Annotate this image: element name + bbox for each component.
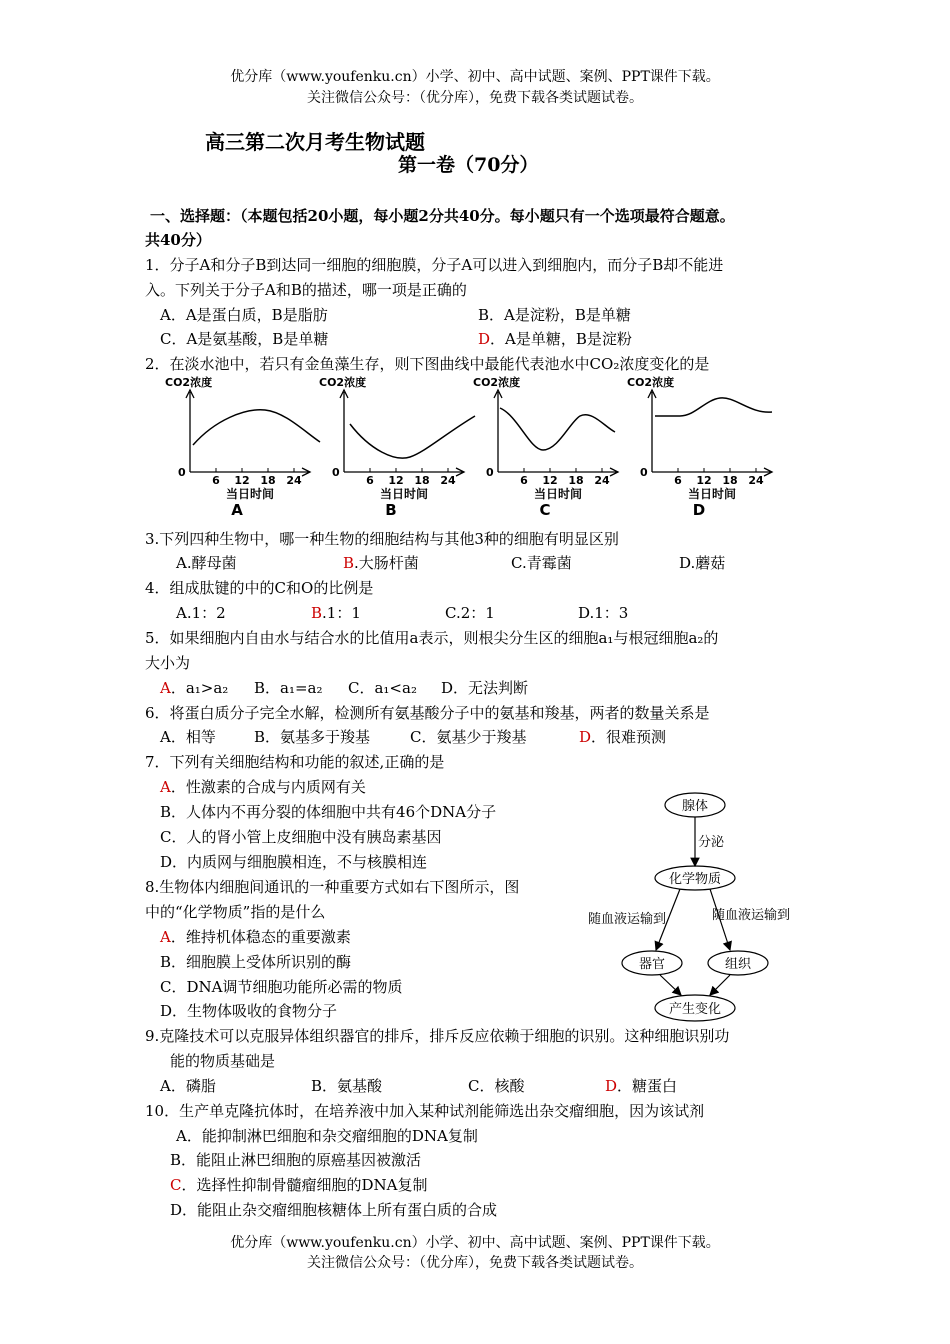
graph-origin: 0 [640,466,648,479]
graph-tick-label: 24 [286,474,302,487]
q8-answer-letter: A [160,928,171,946]
q7-option-c: C．人的肾小管上皮细胞中没有胰岛素基因 [160,828,442,846]
graph-tick-label: 24 [748,474,764,487]
graph-ylabel: CO2浓度 [473,376,521,389]
q6-stem: 6．将蛋白质分子完全水解，检测所有氨基酸分子中的氨基和羧基，两者的数量关系是 [145,704,710,722]
graph-letter: C [539,501,551,519]
q5-option-b: B．a₁=a₂ [254,679,323,697]
q6-option-d [579,726,666,747]
graph-tick-label: 24 [440,474,456,487]
graph-tick-label: 18 [568,474,584,487]
q10-stem: 10．生产单克隆抗体时，在培养液中加入某种试剂能筛选出杂交瘤细胞，因为该试剂 [145,1102,705,1120]
q8-option-b: B．细胞膜上受体所识别的酶 [160,953,352,971]
graph-curve [350,416,475,458]
q1-answer-letter: D [478,330,491,348]
q6-option-d-text: ．很难预测 [591,728,667,746]
q5-option-a-text: ．a₁>a₂ [170,679,229,697]
graph-tick-label: 18 [414,474,430,487]
q4-answer-letter: B [311,604,323,622]
graph-tick-label: 18 [260,474,276,487]
graph-xlabel: 当日时间 [533,487,583,501]
organ-change-arrow [660,975,681,995]
q5-stem-2: 大小为 [145,654,191,672]
q9-stem-2: 能的物质基础是 [170,1052,276,1070]
q3-stem: 3.下列四种生物中，哪一种生物的细胞结构与其他3种的细胞有明显区别 [145,530,619,548]
graph-origin: 0 [332,466,340,479]
q7-option-b: B．人体内不再分裂的体细胞中共有46个DNA分子 [160,803,497,821]
co2-graph-b [319,375,475,519]
graph-tick-label: 6 [520,474,528,487]
graph-letter: B [385,501,397,519]
q10-option-c-text: ．选择性抑制骨髓瘤细胞的DNA复制 [181,1176,428,1194]
graph-curve [193,410,320,445]
graph-xlabel: 当日时间 [687,487,737,501]
page-title: 高三第二次月考生物试题 [205,130,425,154]
header-line-1: 优分库（www.youfenku.cn）小学、初中、高中试题、案例、PPT课件下载。 [230,69,720,85]
q5-option-d: D．无法判断 [441,679,529,697]
co2-graph-d [627,375,772,519]
co2-graph-c [473,375,618,519]
q10-option-a: A．能抑制淋巴细胞和杂交瘤细胞的DNA复制 [176,1127,478,1145]
co2-graph-a [165,375,320,519]
q9-option-b: B．氨基酸 [311,1077,383,1095]
q9-option-d-text: ．糖蛋白 [617,1077,678,1095]
q9-answer-letter: D [605,1077,618,1095]
graph-ylabel: CO2浓度 [165,376,213,389]
graph-letter: A [231,501,243,519]
q4-option-b-text: .1：1 [322,604,361,622]
header-line-2: 关注微信公众号：（优分库），免费下载各类试题试卷。 [307,90,643,106]
graph-tick-label: 12 [696,474,712,487]
graph-ylabel: CO2浓度 [319,376,367,389]
graph-curve [655,398,772,416]
q8-option-d: D．生物体吸收的食物分子 [160,1002,338,1020]
q1-stem-2: 入。下列关于分子A和B的描述，哪一项是正确的 [145,281,467,299]
q1-option-d-text: ．A是单糖，B是淀粉 [490,330,632,348]
section-1-line-2: 共40分） [145,231,211,249]
q9-option-c: C．核酸 [468,1077,525,1095]
graph-tick-label: 6 [674,474,682,487]
graph-tick-label: 12 [542,474,558,487]
q5-option-a [160,677,228,698]
q5-stem-1: 5．如果细胞内自由水与结合水的比值用a表示，则根尖分生区的细胞a₁与根冠细胞a₂的 [145,629,719,647]
q4-option-b [311,602,361,623]
graph-origin: 0 [178,466,186,479]
q3-option-c: C.青霉菌 [511,554,572,572]
graph-letter: D [692,501,706,519]
transport-right-label: 随血液运输到 [712,908,791,923]
q4-option-a: A.1：2 [176,604,226,622]
q10-option-c [170,1174,427,1195]
graph-xlabel: 当日时间 [225,487,275,501]
page-subtitle: 第一卷（70分） [398,154,539,176]
graph-ylabel: CO2浓度 [627,376,675,389]
q6-answer-letter: D [579,728,592,746]
tissue-label: 组织 [724,957,752,972]
secrete-label: 分泌 [698,835,725,850]
organ-label: 器官 [638,957,666,972]
q9-stem-1: 9.克隆技术可以克服异体组织器官的排斥，排斥反应依赖于细胞的识别。这种细胞识别功 [145,1027,730,1045]
q7-option-a [160,776,366,797]
q3-option-a: A.酵母菌 [176,554,237,572]
q10-option-d: D．能阻止杂交瘤细胞核糖体上所有蛋白质的合成 [170,1201,498,1219]
q3-option-b-text: .大肠杆菌 [354,554,419,572]
cell-signal-diagram [580,788,820,1028]
graph-tick-label: 12 [388,474,404,487]
graph-tick-label: 12 [234,474,250,487]
q8-stem-2: 中的“化学物质”指的是什么 [145,903,326,921]
q4-option-d: D.1：3 [578,604,629,622]
chemical-label: 化学物质 [668,872,722,887]
graph-tick-label: 18 [722,474,738,487]
q9-option-a: A．磷脂 [160,1077,216,1095]
q6-option-a: A．相等 [160,728,216,746]
q6-option-b: B．氨基多于羧基 [254,728,371,746]
tissue-change-arrow [710,975,730,995]
q4-stem: 4．组成肽键的中的C和O的比例是 [145,579,374,597]
q3-option-b [343,552,419,573]
q4-option-c: C.2：1 [445,604,495,622]
footer-line-2: 关注微信公众号：（优分库），免费下载各类试题试卷。 [307,1255,643,1271]
q3-option-d: D.蘑菇 [679,554,726,572]
q8-option-a-text: ．维持机体稳态的重要激素 [170,928,351,946]
q8-option-a [160,926,351,947]
q1-stem-1: 1．分子A和分子B到达同一细胞的细胞膜，分子A可以进入到细胞内，而分子B却不能进 [145,256,724,274]
q1-option-b: B．A是淀粉，B是单糖 [478,306,631,324]
graph-curve [500,408,615,450]
q8-option-c: C．DNA调节细胞功能所必需的物质 [160,978,403,996]
q10-option-b: B．能阻止淋巴细胞的原癌基因被激活 [170,1151,422,1169]
q7-option-a-text: ．性激素的合成与内质网有关 [170,778,366,796]
co2-graphs [160,372,800,522]
q10-answer-letter: C [170,1176,182,1194]
graph-tick-label: 6 [212,474,220,487]
graph-tick-label: 6 [366,474,374,487]
q2-stem: 2．在淡水池中，若只有金鱼藻生存，则下图曲线中最能代表池水中CO₂浓度变化的是 [145,355,710,373]
q9-option-d [605,1075,677,1096]
change-label: 产生变化 [668,1002,722,1017]
graph-origin: 0 [486,466,494,479]
q1-option-c: C．A是氨基酸，B是单糖 [160,330,329,348]
q6-option-c: C．氨基少于羧基 [410,728,527,746]
gland-label: 腺体 [681,799,709,814]
q5-option-c: C．a₁<a₂ [348,679,417,697]
section-1-line-1: 一、选择题：（本题包括20小题，每小题2分共40分。每小题只有一个选项最符合题意。 [150,207,735,225]
q1-option-a: A．A是蛋白质，B是脂肪 [160,306,328,324]
transport-left-label: 随血液运输到 [588,912,667,927]
q7-stem: 7．下列有关细胞结构和功能的叙述,正确的是 [145,753,445,771]
q7-answer-letter: A [160,778,171,796]
q5-answer-letter: A [160,679,171,697]
q3-answer-letter: B [343,554,355,572]
footer-line-1: 优分库（www.youfenku.cn）小学、初中、高中试题、案例、PPT课件下载。 [230,1235,720,1251]
q1-option-d [478,328,632,349]
q7-option-d: D．内质网与细胞膜相连，不与核膜相连 [160,853,428,871]
graph-xlabel: 当日时间 [379,487,429,501]
q8-stem-1: 8.生物体内细胞间通讯的一种重要方式如右下图所示，图 [145,878,520,896]
graph-tick-label: 24 [594,474,610,487]
